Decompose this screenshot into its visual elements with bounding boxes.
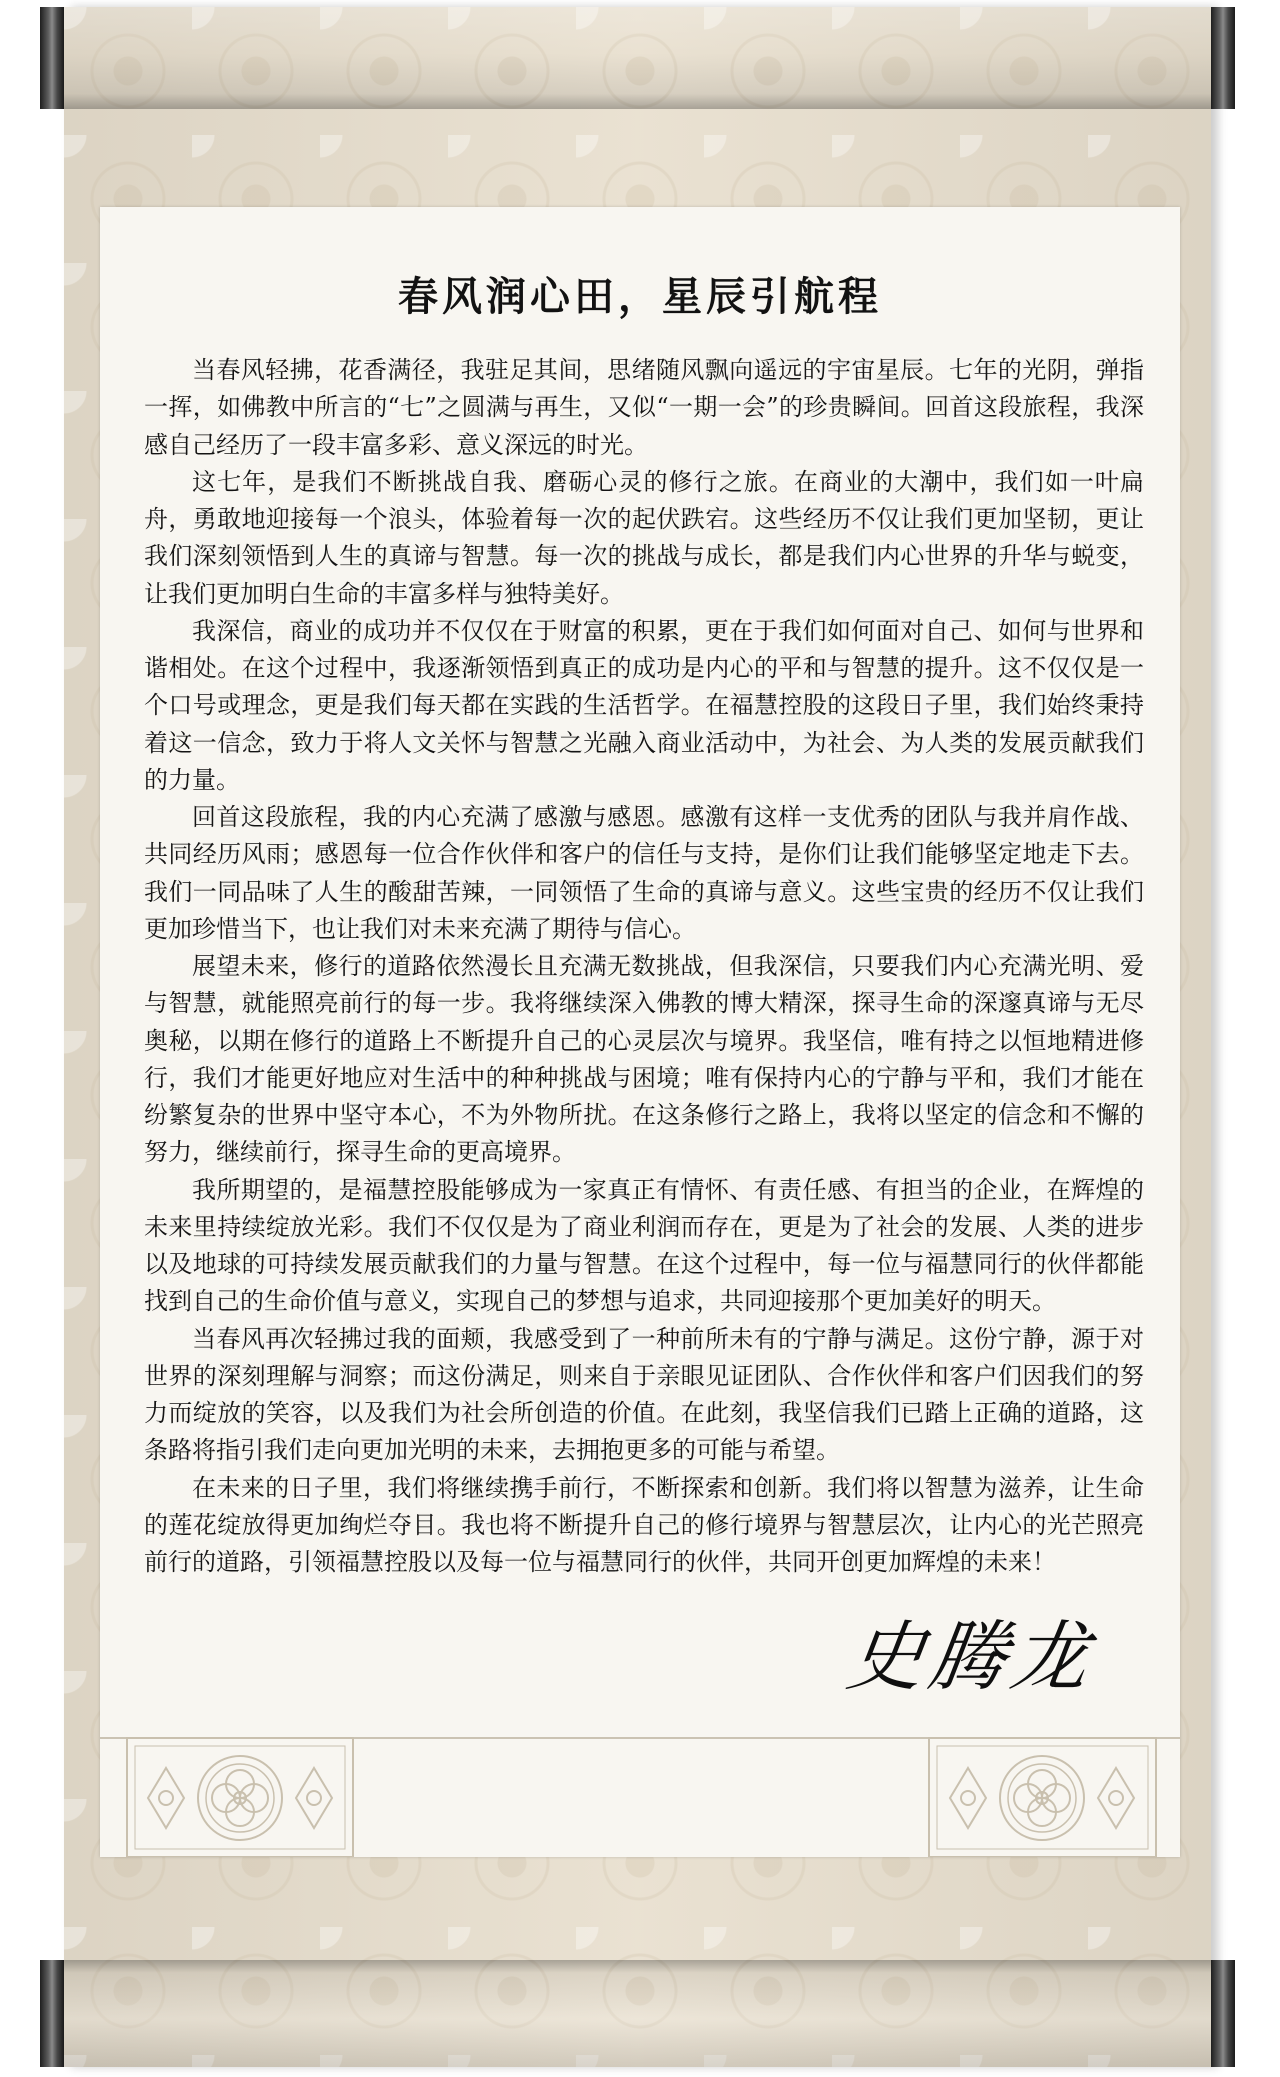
bottom-roller [40, 1960, 1235, 2067]
bottom-roller-left-cap [40, 1960, 64, 2067]
letter-paragraph: 我深信，商业的成功并不仅仅在于财富的积累，更在于我们如何面对自己、如何与世界和谐相处。在这个过程中，我逐渐领悟到真正的成功是内心的平和与智慧的提升。这不仅仅是一个口号或理念，更是我们每天都在实践的生活哲学。在福慧控股的这段日子里，我们始终秉持着这一信念，致力于将人文关怀与智慧之光融入商业活动中，为社会、为人类的发展贡献我们的力量。 [144, 616, 1144, 794]
lozenge-ornament [950, 1768, 986, 1828]
letter-title: 春风润心田，星辰引航程 [398, 273, 882, 320]
right-ornament-panel [929, 1738, 1156, 1857]
signature: 史腾龙 [841, 1612, 1101, 1701]
top-roller [40, 7, 1235, 109]
bottom-roller-band [64, 1960, 1211, 2067]
letter-paragraph: 展望未来，修行的道路依然漫长且充满无数挑战，但我深信，只要我们内心充满光明、爱与智慧，就能照亮前行的每一步。我将继续深入佛教的博大精深，探寻生命的深邃真谛与无尽奥秘，以期在修行的道路上不断提升自己的心灵层次与境界。我坚信，唯有持之以恒地精进修行，我们才能更好地应对生活中的种种挑战与困境；唯有保持内心的宁静与平和，我们才能在纷繁复杂的世界中坚守本心，不为外物所扰。在这条修行之路上，我将以坚定的信念和不懈的努力，继续前行，探寻生命的更高境界。 [144, 952, 1144, 1167]
ornament-band [100, 1735, 1180, 1857]
top-roller-right-cap [1211, 7, 1235, 109]
medallion-ornament [198, 1756, 282, 1840]
letter-paper [100, 207, 1180, 1857]
letter-paragraph: 当春风轻拂，花香满径，我驻足其间，思绪随风飘向遥远的宇宙星辰。七年的光阴，弹指一挥，如佛教中所言的“七”之圆满与再生，又似“一期一会”的珍贵瞬间。回首这段旅程，我深感自己经历了一段丰富多彩、意义深远的时光。 [144, 356, 1144, 459]
letter-paragraph: 回首这段旅程，我的内心充满了感激与感恩。感激有这样一支优秀的团队与我并肩作战、共同经历风雨；感恩每一位合作伙伴和客户的信任与支持，是你们让我们能够坚定地走下去。我们一同品味了人生的酸甜苦辣，一同领悟了生命的真谛与意义。这些宝贵的经历不仅让我们更加珍惜当下，也让我们对未来充满了期待与信心。 [144, 803, 1144, 943]
letter-paragraph: 这七年，是我们不断挑战自我、磨砺心灵的修行之旅。在商业的大潮中，我们如一叶扁舟，勇敢地迎接每一个浪头，体验着每一次的起伏跌宕。这些经历不仅让我们更加坚韧，更让我们深刻领悟到人生的真谛与智慧。每一次的挑战与成长，都是我们内心世界的升华与蜕变，让我们更加明白生命的丰富多样与独特美好。 [144, 467, 1144, 608]
top-roller-band [64, 7, 1211, 109]
letter-paragraph: 我所期望的，是福慧控股能够成为一家真正有情怀、有责任感、有担当的企业，在辉煌的未来里持续绽放光彩。我们不仅仅是为了商业利润而存在，更是为了社会的发展、人类的进步以及地球的可持续发展贡献我们的力量与智慧。在这个过程中，每一位与福慧同行的伙伴都能找到自己的生命价值与意义，实现自己的梦想与追求，共同迎接那个更加美好的明天。 [144, 1175, 1144, 1316]
lozenge-ornament [148, 1768, 184, 1828]
lozenge-ornament [1098, 1768, 1134, 1828]
letter-paragraph: 在未来的日子里，我们将继续携手前行，不断探索和创新。我们将以智慧为滋养，让生命的莲花绽放得更加绚烂夺目。我也将不断提升自己的修行境界与智慧层次，让内心的光芒照亮前行的道路，引领福慧控股以及每一位与福慧同行的伙伴，共同开创更加辉煌的未来！ [144, 1473, 1144, 1576]
medallion-ornament [1000, 1756, 1084, 1840]
top-roller-left-cap [40, 7, 64, 109]
bottom-roller-right-cap [1211, 1960, 1235, 2067]
letter-body [144, 352, 1144, 1581]
letter-paragraph: 当春风再次轻拂过我的面颊，我感受到了一种前所未有的宁静与满足。这份宁静，源于对世界的深刻理解与洞察；而这份满足，则来自于亲眼见证团队、合作伙伴和客户们因我们的努力而绽放的笑容，以及我们为社会所创造的价值。在此刻，我坚信我们已踏上正确的道路，这条路将指引我们走向更加光明的未来，去拥抱更多的可能与希望。 [144, 1324, 1144, 1465]
left-ornament-panel [127, 1738, 353, 1857]
lozenge-ornament [296, 1768, 332, 1828]
